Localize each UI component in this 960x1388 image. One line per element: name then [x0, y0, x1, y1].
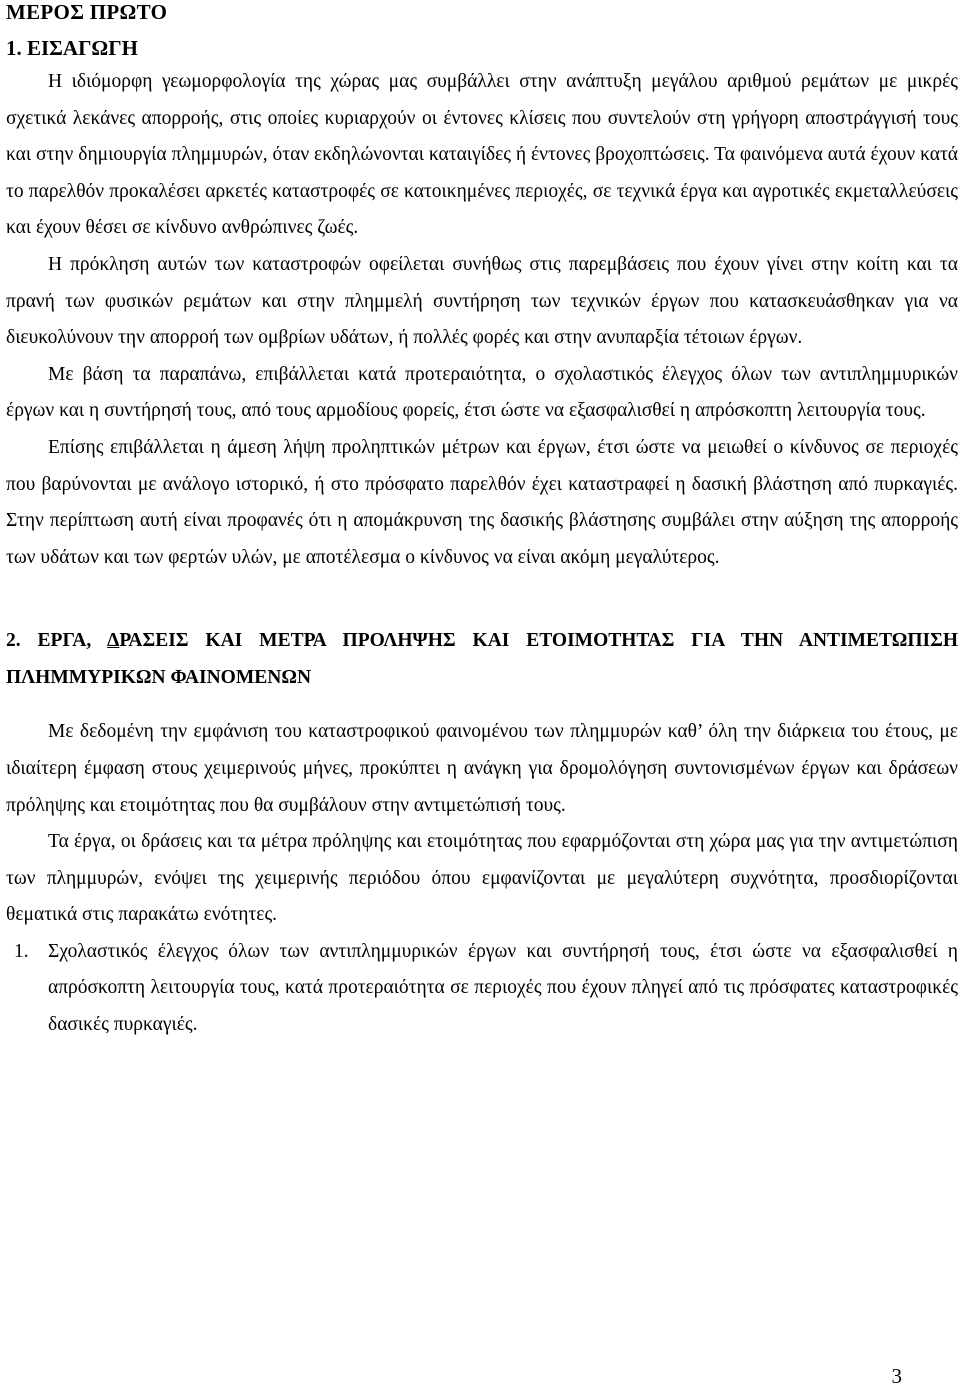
section-2-number: 2. — [6, 630, 21, 652]
paragraph: Η πρόκληση αυτών των καταστροφών οφείλεται συνήθως στις παρεμβάσεις που έχουν γίνει στην κοίτη και τα πρανή των φυσικών ρεμάτων και στην πλημμελή συντήρηση των τεχνικών έργων που κατασκευάσθηκαν για να διευκολύνουν την απορροή των ομβρίων υδάτων, ή πολλές φορές και στην ανυπαρξία τέτοιων έργων. — [6, 253, 958, 349]
document-page — [6, 0, 958, 1044]
paragraph: Επίσης επιβάλλεται η άμεση λήψη προληπτικών μέτρων και έργων, έτσι ώστε να μειωθεί ο κίνδυνος σε περιοχές που βαρύνονται με ανάλογο ιστορικό, ή στο πρόσφατο παρελθόν έχει καταστραφεί η δασική βλάστηση από πυρκαγιές. Στην περίπτωση αυτή είναι προφανές ότι η απομάκρυνση της δασικής βλάστησης συμβάλει στην αύξηση της απορροής των υδάτων και των φερτών υλών, με αποτέλεσμα ο κίνδυνος να είναι ακόμη μεγαλύτερος. — [6, 436, 958, 568]
section-2-title — [6, 622, 958, 696]
part-title: ΜΕΡΟΣ ΠΡΩΤΟ — [6, 0, 168, 24]
paragraph: Η ιδιόμορφη γεωμορφολογία της χώρας μας συμβάλλει στην ανάπτυξη μεγάλου αριθμού ρεμάτων με μικρές σχετικά λεκάνες απορροής, στις οποίες κυριαρχούν οι έντονες κλίσεις που συντελούν στη γρήγορη αποστράγγισή τους και στην δημιουργία πλημμυρών, όταν εκδηλώνονται καταιγίδες ή έντονες βροχοπτώσεις. Τα φαινόμενα αυτά έχουν κατά το παρελθόν προκαλέσει αρκετές καταστροφές σε κατοικημένες περιοχές, σε τεχνικά έργα και αγροτικές εκμεταλλεύσεις και έχουν θέσει σε κίνδυνο ανθρώπινες ζωές. — [6, 71, 958, 239]
paragraph: Τα έργα, οι δράσεις και τα μέτρα πρόληψης και ετοιμότητας που εφαρμόζονται στη χώρα μας για την αντιμετώπιση των πλημμυρών, ενόψει της χειμερινής περιόδου όπου εμφανίζονται με μεγαλύτερη συχνότητα, προσδιορίζονται θεματικά στις παρακάτω ενότητες. — [6, 831, 958, 926]
section-2-title-part2: ΡΑΣΕΙΣ ΚΑΙ ΜΕΤΡΑ ΠΡΟΛΗΨΗΣ ΚΑΙ ΕΤΟΙΜΟΤΗΤΑΣ ΓΙΑ ΤΗΝ ΑΝΤΙΜΕΤΩΠΙΣΗ ΠΛΗΜΜΥΡΙΚΩΝ ΦΑΙΝΟΜΕΝΩΝ — [6, 630, 959, 689]
page-number: 3 — [891, 1364, 902, 1388]
paragraph: Με βάση τα παραπάνω, επιβάλλεται κατά προτεραιότητα, ο σχολαστικός έλεγχος όλων των αντιπλημμυρικών έργων και η συντήρησή τους, από τους αρμοδίους φορείς, έτσι ώστε να εξασφαλισθεί η απρόσκοπτη λειτουργία τους. — [6, 363, 958, 422]
paragraph: Με δεδομένη την εμφάνιση του καταστροφικού φαινομένου των πλημμυρών καθ’ όλη την διάρκεια του έτους, με ιδιαίτερη έμφαση στους χειμερινούς μήνες, προκύπτει η ανάγκη για δρομολόγηση συντονισμένων έργων και δράσεων πρόληψης και ετοιμότητας που θα συμβάλουν στην αντιμετώπισή τους. — [6, 721, 958, 816]
section-2-title-underlined: Δ — [107, 630, 120, 652]
section-1-title: 1. ΕΙΣΑΓΩΓΗ — [6, 36, 138, 60]
section-2-title-part1: ΕΡΓΑ, — [37, 630, 108, 652]
list-item-text: Σχολαστικός έλεγχος όλων των αντιπλημμυρικών έργων και συντήρησή τους, έτσι ώστε να εξασφαλισθεί η απρόσκοπτη λειτουργία τους, κατά προτεραιότητα σε περιοχές που έχουν πληγεί από τις πρόσφατες καταστροφικές δασικές πυρκαγιές. — [48, 940, 958, 1036]
list-item-number: 1. — [14, 940, 29, 962]
list-item — [6, 934, 958, 1044]
